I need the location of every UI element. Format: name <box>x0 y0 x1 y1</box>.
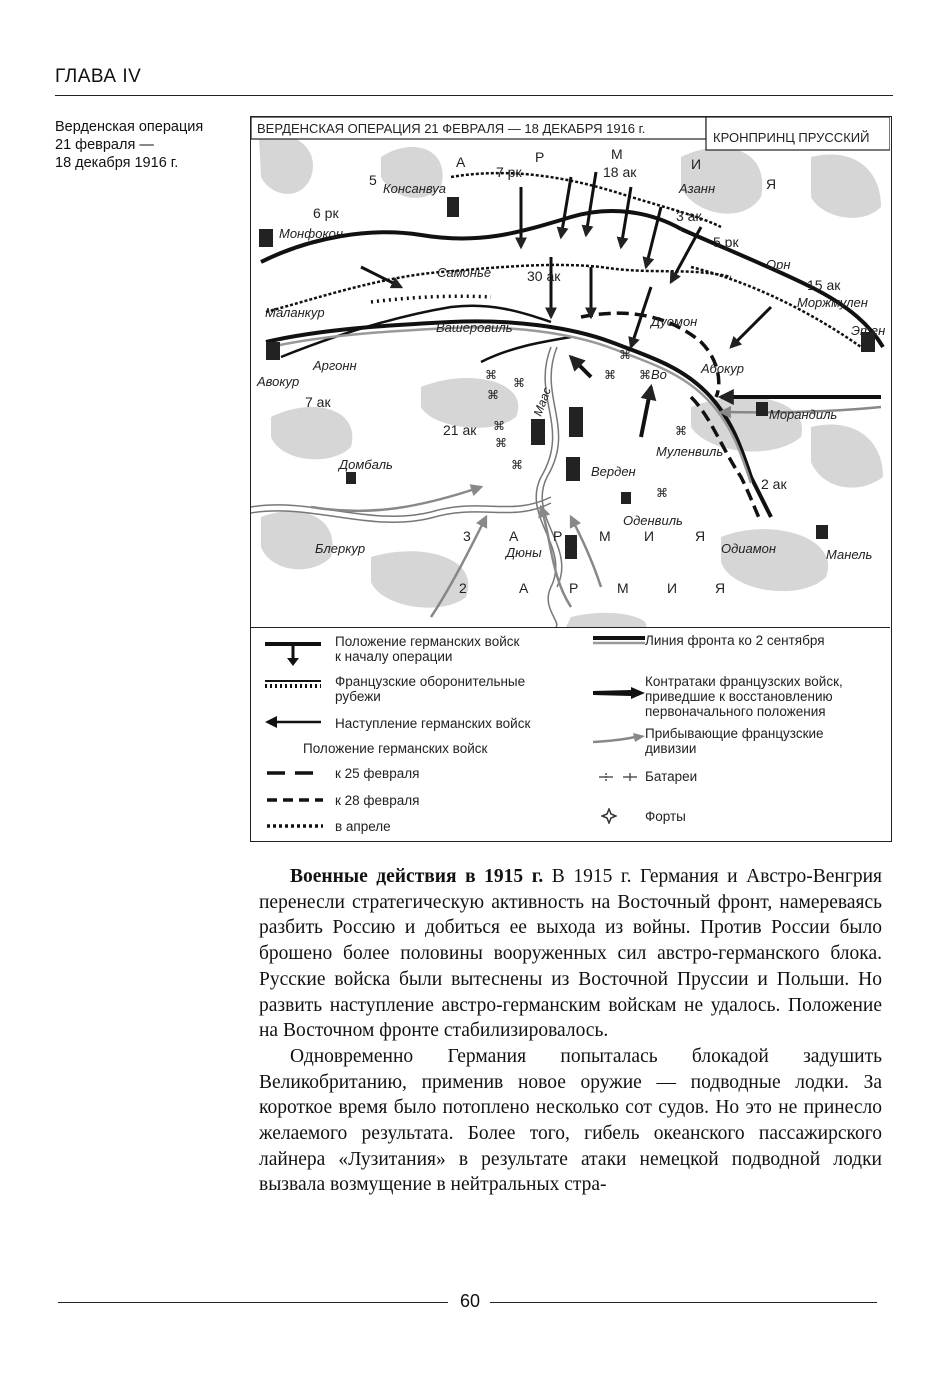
svg-text:⌘: ⌘ <box>513 376 525 390</box>
legend-counterattack: Контратаки французских войск, приведшие к восстановлению первоначального положения <box>645 674 843 719</box>
svg-text:⌘: ⌘ <box>604 368 616 382</box>
map-label: 6 рк <box>313 205 339 221</box>
svg-text:⌘: ⌘ <box>656 486 668 500</box>
svg-text:⌘: ⌘ <box>619 348 631 362</box>
map-label: Я <box>715 580 726 596</box>
map-label: Маланкур <box>265 305 325 320</box>
map-label: М <box>611 146 623 162</box>
french-defense-symbol <box>263 678 323 690</box>
april-symbol <box>265 821 325 831</box>
map-label: А <box>509 528 519 544</box>
svg-text:⌘: ⌘ <box>675 424 687 438</box>
map-label: Авокур <box>257 374 300 389</box>
map-label: Азанн <box>679 181 716 196</box>
legend-feb28: к 28 февраля <box>335 793 420 808</box>
legend-german-positions-header: Положение германских войск <box>303 741 488 756</box>
map-legend <box>251 627 890 841</box>
legend-april: в апреле <box>335 819 391 834</box>
map-label: Р <box>569 580 579 596</box>
map-label: 5 <box>369 172 377 188</box>
paragraph-heading: Военные действия в 1915 г. <box>290 866 544 887</box>
legend-feb25: к 25 февраля <box>335 766 420 781</box>
map-label: Орн <box>766 257 791 272</box>
footer-rule-right <box>490 1302 877 1303</box>
german-advance-symbol <box>263 714 323 730</box>
legend-german-start: Положение германских войск к началу операции <box>335 634 520 664</box>
map-label: Р <box>553 528 563 544</box>
svg-text:⌘: ⌘ <box>485 368 497 382</box>
map-title: ВЕРДЕНСКАЯ ОПЕРАЦИЯ 21 ФЕВРАЛЯ — 18 ДЕКАБРЯ 1916 г. <box>257 121 646 136</box>
feb25-symbol <box>265 768 325 778</box>
map-label: 3 ак <box>676 208 702 224</box>
map-label: Блеркур <box>315 541 366 556</box>
map-label: Верден <box>591 464 636 479</box>
map-label: А <box>456 154 466 170</box>
legend-german-advance: Наступление германских войск <box>335 716 531 731</box>
map-label: 2 <box>459 580 467 596</box>
map-label: Муленвиль <box>656 444 724 459</box>
legend-french-defense: Французские оборонительные рубежи <box>335 674 526 704</box>
paragraph-2: Одновременно Германия попыталась блокадой задушить Великобританию, применив новое оружие — подводные лодки. За короткое время было потоплено несколько сот судов. Но это не принесло желаемого результата. Более того, гибель океанского пассажирского лайнера «Лузитания» в результате атаки немецкой подводной лодки вызвала возмущение в нейтральных стра- <box>259 1045 882 1196</box>
svg-text:⌘: ⌘ <box>511 458 523 472</box>
map-labels <box>256 146 885 596</box>
feb28-symbol <box>265 795 325 805</box>
caption-line: 21 февраля — <box>55 137 154 153</box>
arriving-divisions-symbol <box>591 732 647 746</box>
battery-icon <box>591 770 647 784</box>
map-label: Оденвиль <box>623 513 683 528</box>
unit-markers <box>259 197 875 559</box>
map-label: Вашеровиль <box>436 320 513 335</box>
legend-front-sep2: Линия фронта ко 2 сентября <box>645 633 825 648</box>
map-label: Я <box>766 176 777 192</box>
map-label: М <box>617 580 629 596</box>
page-number: 60 <box>459 1291 481 1311</box>
map-label: 18 ак <box>603 164 637 180</box>
map-label: Р <box>535 149 545 165</box>
map-kronprinz-label: КРОНПРИНЦ ПРУССКИЙ <box>713 130 870 145</box>
map-label: Консанвуа <box>383 181 447 196</box>
footer-rule-left <box>58 1302 448 1303</box>
paragraph-text: В 1915 г. Германия и Австро-Венгрия перенесли стратегическую активность на Восточный фронт, намереваясь разбить Россию и добиться ее выхода из войны. Против России было брошено более половины вооруженных сил австро-германского блока. Русские войска были вытеснены из Восточной Пруссии и Польши. Но развить наступление австро-германским войскам не удалось. Положение на Восточном фронте стабилизировалось. <box>259 866 882 1042</box>
map-label: Морандиль <box>769 407 838 422</box>
fort-icon <box>601 808 617 824</box>
map-label: И <box>667 580 678 596</box>
map-label: 21 ак <box>443 422 477 438</box>
svg-text:⌘: ⌘ <box>493 419 505 433</box>
map-label: Маас <box>530 385 554 419</box>
figure-caption <box>55 118 245 172</box>
map-label: 3 <box>463 528 471 544</box>
verdun-map <box>251 117 890 627</box>
map-label: И <box>691 156 702 172</box>
svg-text:⌘: ⌘ <box>487 388 499 402</box>
front-sep2-symbol <box>591 634 647 646</box>
counterattack-symbol <box>591 686 647 700</box>
map-label: Монфокон <box>279 226 343 241</box>
map-label: Во <box>651 367 667 382</box>
verdun-map-figure <box>250 116 892 842</box>
legend-arriving: Прибывающие французские дивизии <box>645 726 824 756</box>
legend-batteries: Батареи <box>645 769 698 784</box>
header-rule <box>55 95 893 96</box>
map-label: Абокур <box>701 361 744 376</box>
map-label: Я <box>695 528 706 544</box>
svg-text:⌘: ⌘ <box>639 368 651 382</box>
svg-text:⌘: ⌘ <box>495 436 507 450</box>
map-label: 15 ак <box>807 277 841 293</box>
chapter-header: ГЛАВА IV <box>55 66 142 87</box>
map-label: А <box>519 580 529 596</box>
caption-line: 18 декабря 1916 г. <box>55 155 179 171</box>
map-label: Аргонн <box>313 358 357 373</box>
caption-line: Верденская операция <box>55 119 204 135</box>
map-label: Одиамон <box>721 541 777 556</box>
map-label: 7 рк <box>496 164 522 180</box>
map-label: 7 ак <box>305 394 331 410</box>
map-label: И <box>644 528 655 544</box>
map-label: Дюны <box>506 545 542 560</box>
map-label: Моржмулен <box>797 295 868 310</box>
german-start-symbol <box>263 638 323 668</box>
map-label: М <box>599 528 611 544</box>
map-label: Домбаль <box>339 457 393 472</box>
legend-forts: Форты <box>645 809 686 824</box>
map-label: Этен <box>851 323 886 338</box>
map-label: Дуомон <box>651 314 698 329</box>
body-text <box>259 864 882 1198</box>
map-label: Манель <box>826 547 873 562</box>
map-label: Самонье <box>437 265 492 280</box>
map-label: 30 ак <box>527 268 561 284</box>
paragraph-1 <box>259 864 882 1044</box>
map-label: 5 рк <box>713 234 739 250</box>
map-label: 2 ак <box>761 476 787 492</box>
